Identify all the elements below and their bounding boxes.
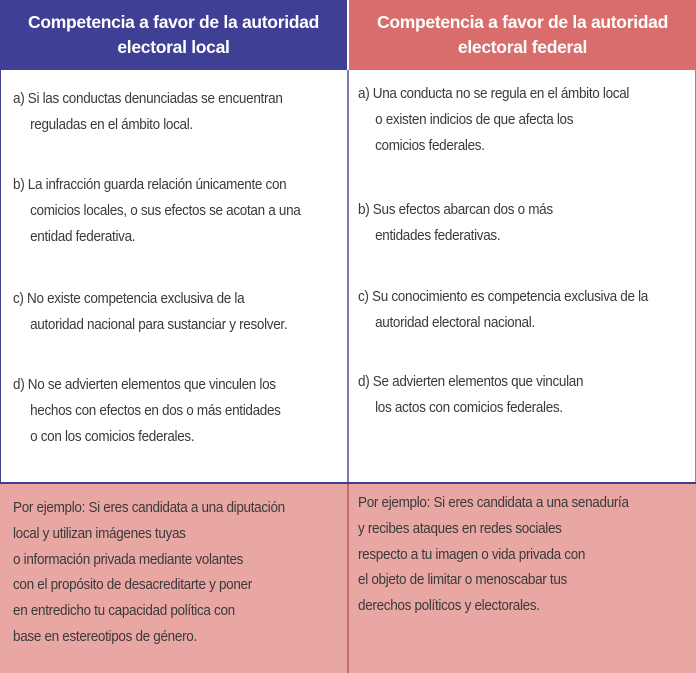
federal-authority-title: Competencia a favor de la autoridad electoral federal bbox=[377, 12, 668, 57]
federal-criterion-b: b) Sus efectos abarcan dos o más entidades federativas. bbox=[358, 201, 553, 244]
local-authority-title: Competencia a favor de la autoridad electoral local bbox=[28, 12, 319, 57]
local-criterion-b: b) La infracción guarda relación únicamente con comicios locales, o sus efectos se acotan a una entidad federativa. bbox=[13, 176, 301, 245]
local-criterion-d: d) No se advierten elementos que vinculen los hechos con efectos en dos o más entidades o con los comicios federales. bbox=[13, 376, 281, 445]
federal-example-text: Por ejemplo: Si eres candidata a una senaduría y recibes ataques en redes sociales respecto a tu imagen o vida privada con el objeto de limitar o menoscabar tus derechos políticos y electorales. bbox=[358, 494, 629, 615]
federal-authority-header bbox=[349, 0, 696, 70]
local-authority-header bbox=[0, 0, 347, 70]
local-criterion-c: c) No existe competencia exclusiva de la autoridad nacional para sustanciar y resolver. bbox=[13, 290, 288, 333]
local-example-text: Por ejemplo: Si eres candidata a una diputación local y utilizan imágenes tuyas o información privada mediante volantes con el propósito de desacreditarte y poner en entredicho tu capacidad política con base en estereotipos de género. bbox=[13, 499, 285, 645]
federal-criterion-a: a) Una conducta no se regula en el ámbito local o existen indicios de que afecta los comicios federales. bbox=[358, 85, 630, 154]
local-criterion-a: a) Si las conductas denunciadas se encuentran reguladas en el ámbito local. bbox=[13, 90, 283, 133]
federal-criterion-c: c) Su conocimiento es competencia exclusiva de la autoridad electoral nacional. bbox=[358, 288, 648, 331]
federal-criterion-d: d) Se advierten elementos que vinculan los actos con comicios federales. bbox=[358, 373, 584, 416]
